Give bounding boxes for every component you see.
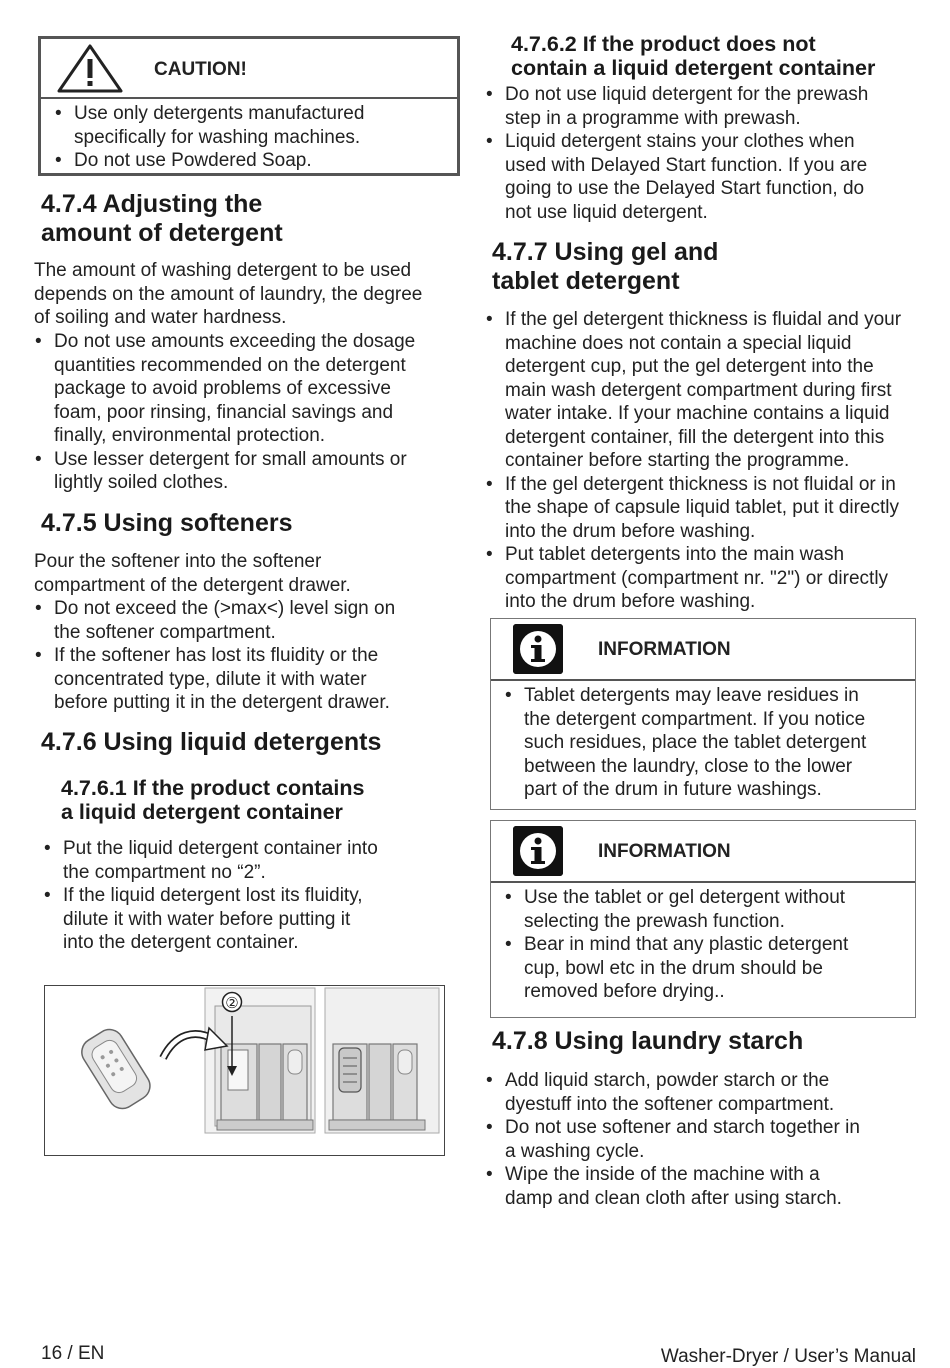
list-item: • Add liquid starch, powder starch or the dyestuff into the softener compartment. <box>484 1069 869 1116</box>
callout-label: ② <box>225 994 239 1012</box>
list-item: • Tablet detergents may leave residues in the detergent compartment. If you notice such residues, place the tablet detergent between the laundry, close to the lower part of the drum in future washings. <box>503 684 888 802</box>
list-item: • Bear in mind that any plastic detergent cup, bowl etc in the drum should be removed before drying.. <box>503 933 888 1004</box>
section-4-7-4-intro: The amount of washing detergent to be used depends on the amount of laundry, the degree of soiling and water hardness. <box>34 260 423 328</box>
list-item: • Do not use amounts exceeding the dosage quantities recommended on the detergent package to avoid problems of excessive foam, poor rinsing, financial savings and finally, environmental protection. <box>33 330 439 448</box>
caution-box <box>38 36 460 176</box>
list-item: • Do not use liquid detergent for the prewash step in a programme with prewash. <box>484 83 879 130</box>
section-4-7-4-heading: 4.7.4 Adjusting the amount of detergent <box>41 190 283 247</box>
list-item: • If the liquid detergent lost its fluidity, dilute it with water before putting it into the detergent container. <box>42 884 382 955</box>
information-box <box>490 618 916 810</box>
list-item: • If the gel detergent thickness is not fluidal or in the shape of capsule liquid tablet, put it directly into the drum before washing. <box>484 473 914 544</box>
section-4-7-5-intro: Pour the softener into the softener compartment of the detergent drawer. <box>34 551 351 596</box>
list-item: • If the gel detergent thickness is fluidal and your machine does not contain a special liquid detergent cup, put the gel detergent into the main wash detergent compartment during first water intake. If your machine contains a liquid detergent container, fill the detergent into this container before starting the programme. <box>484 308 914 473</box>
list-item: • Put tablet detergents into the main wash compartment (compartment nr. "2") or directly into the drum before washing. <box>484 543 914 614</box>
list-item: • If the softener has lost its fluidity or the concentrated type, dilute it with water before putting it in the detergent drawer. <box>33 644 413 715</box>
section-4-7-5-heading: 4.7.5 Using softeners <box>41 509 293 537</box>
list-item: • Wipe the inside of the machine with a damp and clean cloth after using starch. <box>484 1163 869 1210</box>
info-icon <box>513 624 563 674</box>
information-box <box>490 820 916 1018</box>
section-4-7-5-list <box>33 597 413 715</box>
information-list <box>503 886 888 1004</box>
section-4-7-6-2-list <box>484 83 879 224</box>
caution-header <box>41 39 457 99</box>
list-item: • Liquid detergent stains your clothes when used with Delayed Start function. If you are going to use the Delayed Start function, do not use liquid detergent. <box>484 130 879 224</box>
section-4-7-7-list <box>484 308 914 614</box>
list-item: • Put the liquid detergent container into the compartment no “2”. <box>42 837 382 884</box>
detergent-drawer-figure <box>44 985 445 1156</box>
list-item: • Use only detergents manufactured specifically for washing machines. <box>53 102 448 149</box>
section-4-7-8-heading: 4.7.8 Using laundry starch <box>492 1027 804 1055</box>
section-4-7-4-list <box>33 330 439 495</box>
list-item: • Do not use softener and starch together in a washing cycle. <box>484 1116 869 1163</box>
section-4-7-6-1-heading: 4.7.6.1 If the product contains a liquid detergent container <box>61 776 365 824</box>
list-item: • Do not exceed the (>max<) level sign on the softener compartment. <box>33 597 413 644</box>
information-title: INFORMATION <box>598 639 731 660</box>
information-header <box>491 619 915 681</box>
section-4-7-6-2-heading: 4.7.6.2 If the product does not contain a liquid detergent container <box>511 32 876 80</box>
warning-triangle-icon <box>55 43 125 93</box>
list-item: • Do not use Powdered Soap. <box>53 149 448 173</box>
section-4-7-8-list <box>484 1069 869 1210</box>
information-header <box>491 821 915 883</box>
list-item: • Use lesser detergent for small amounts or lightly soiled clothes. <box>33 448 439 495</box>
detergent-drawer-illustration <box>45 986 443 1154</box>
caution-title: CAUTION! <box>154 59 247 80</box>
information-list <box>503 684 888 802</box>
section-4-7-7-heading: 4.7.7 Using gel and tablet detergent <box>492 238 719 295</box>
section-4-7-6-1-list <box>42 837 382 955</box>
page-number: 16 / EN <box>41 1343 105 1364</box>
info-icon <box>513 826 563 876</box>
document-title: Washer-Dryer / User’s Manual <box>660 1346 916 1367</box>
section-4-7-6-heading: 4.7.6 Using liquid detergents <box>41 728 382 756</box>
list-item: • Use the tablet or gel detergent without selecting the prewash function. <box>503 886 888 933</box>
information-title: INFORMATION <box>598 841 731 862</box>
caution-list <box>53 102 448 173</box>
